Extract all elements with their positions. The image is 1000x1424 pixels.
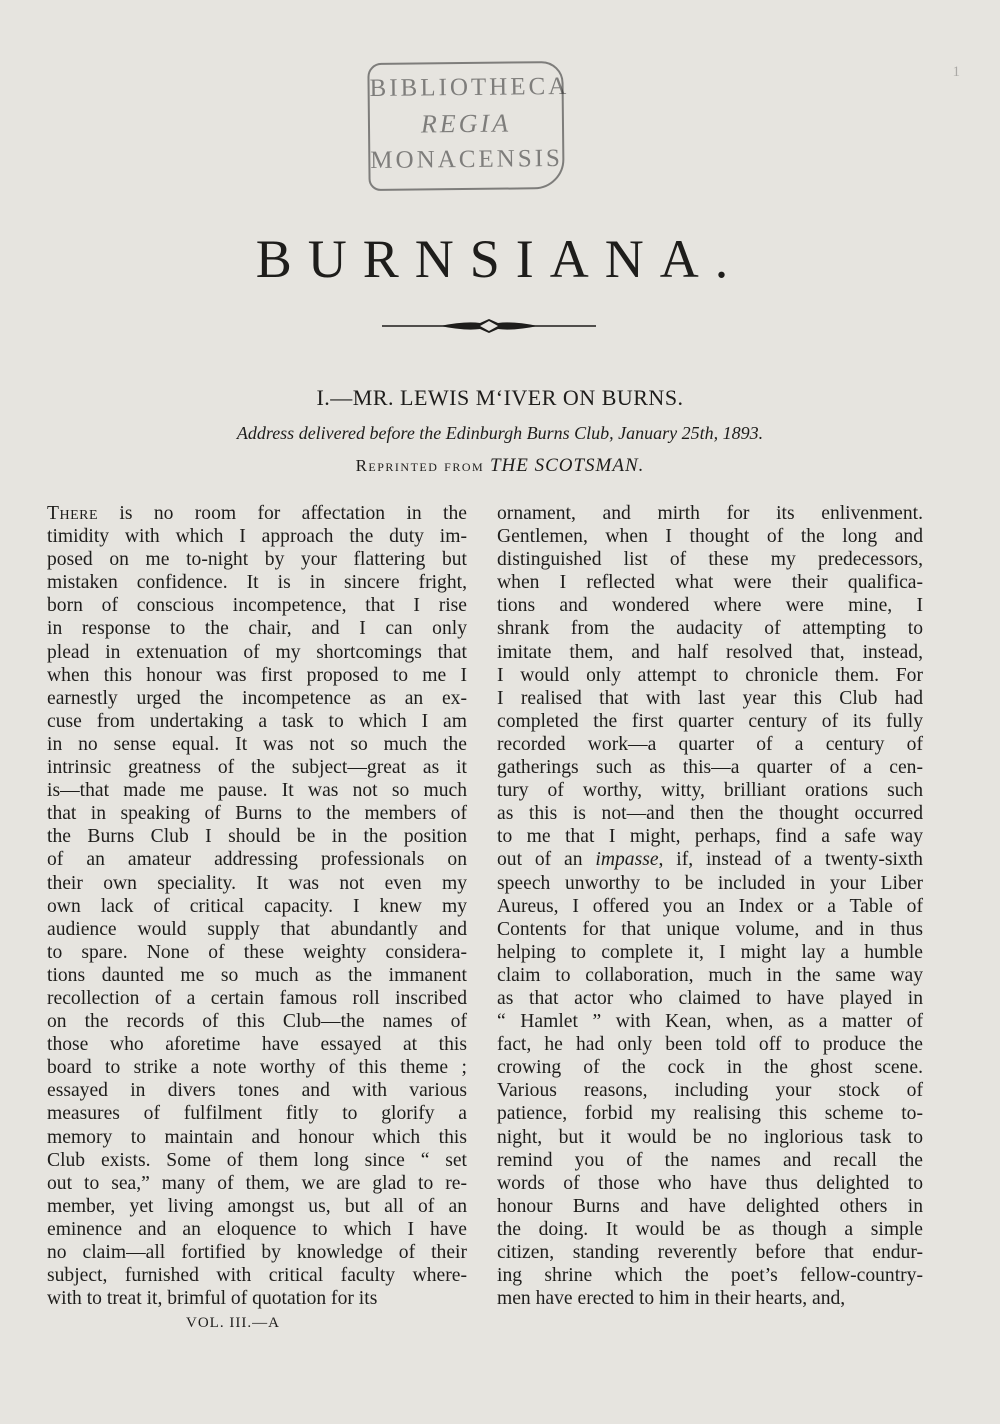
body-line: the Burns Club I should be in the position: [47, 826, 467, 848]
address-line: Address delivered before the Edinburgh Burns Club, January 25th, 1893.: [236, 423, 764, 443]
library-stamp: [367, 61, 570, 191]
body-line: plead in extenuation of my shortcomings that: [47, 641, 467, 663]
body-line: distinguished list of these my predecessors,: [497, 549, 923, 571]
body-line: with to treat it, brimful of quotation for its: [47, 1288, 378, 1310]
body-line: as this is not—and then the thought occurred: [497, 803, 923, 825]
right-column-lines: [497, 502, 923, 1310]
stamp-line-1: BIBLIOTHECA: [369, 72, 570, 103]
left-column: [47, 502, 467, 1310]
opening-word: There: [47, 503, 99, 524]
body-line: in no sense equal. It was not so much the: [47, 733, 467, 755]
body-line: born of conscious incompetence, that I rise: [47, 595, 467, 617]
article-heading: I.—MR. LEWIS M‘IVER ON BURNS.: [316, 385, 684, 410]
body-line: ing shrine which the poet’s fellow-country-: [497, 1265, 923, 1287]
body-line: their own speciality. It was not even my: [47, 872, 467, 894]
body-line: out to sea,” many of them, we are glad to re-: [47, 1172, 467, 1194]
body-line: tions and wondered where were mine, I: [497, 595, 923, 617]
body-line: cuse from undertaking a task to which I am: [47, 710, 467, 732]
right-column: [497, 502, 923, 1310]
left-column-lines: [47, 525, 467, 1310]
body-line: timidity with which I approach the duty im-: [47, 526, 467, 548]
body-line: I realised that with last year this Club had: [497, 687, 923, 709]
page-number: 1: [952, 64, 960, 80]
ornamental-rule: [380, 316, 598, 336]
body-line: earnestly urged the incompetence as an ex-: [47, 687, 467, 709]
body-line: no claim—all fortified by knowledge of their: [47, 1242, 467, 1263]
body-line: men have erected to him in their hearts, and,: [497, 1288, 846, 1310]
body-line: speech unworthy to be included in your Liber: [497, 872, 923, 894]
body-line: gatherings such as this—a quarter of a cen-: [497, 757, 923, 779]
body-line: memory to maintain and honour which this: [47, 1126, 467, 1148]
body-line: fact, he had only been told off to produce the: [497, 1034, 923, 1056]
body-line: measures of fulfilment fitly to glorify a: [47, 1103, 467, 1125]
body-line: as that actor who claimed to have played in: [497, 987, 923, 1009]
body-line: to me that I might, perhaps, find a safe way: [497, 826, 923, 848]
body-line: audience would supply that abundantly and: [47, 918, 467, 940]
body-line: honour Burns and have delighted others in: [497, 1195, 923, 1217]
volume-signature: VOL. III.—A: [186, 1315, 280, 1331]
body-line: Various reasons, including your stock of: [497, 1080, 923, 1102]
body-line: “ Hamlet ” with Kean, when, as a matter of: [497, 1011, 923, 1033]
stamp-line-3: MONACENSIS: [370, 144, 564, 175]
body-line: is—that made me pause. It was not so much: [47, 780, 467, 802]
body-line: remind you of the names and recall the: [497, 1149, 923, 1171]
body-line: posed on me to-night by your flattering but: [47, 549, 467, 571]
body-line: subject, furnished with critical faculty where-: [47, 1265, 467, 1287]
body-line: when I reflected what were their qualifica-: [497, 572, 923, 594]
body-line: recorded work—a quarter of a century of: [497, 733, 923, 755]
body-line: out of an impasse, if, instead of a twenty-sixth: [497, 849, 923, 871]
body-line: citizen, standing reverently before that endur-: [497, 1242, 923, 1263]
body-line: those who aforetime have essayed at this: [47, 1034, 467, 1056]
body-line: mistaken confidence. It is in sincere fright,: [47, 572, 467, 594]
body-line-text: is no room for affectation in the: [119, 503, 467, 524]
page-title: BURNSIANA.: [255, 229, 745, 289]
body-line: crowing of the cock in the ghost scene.: [497, 1057, 923, 1079]
body-line: shrank from the audacity of attempting to: [497, 618, 923, 640]
body-line: own lack of critical capacity. I knew my: [47, 895, 467, 917]
stamp-line-2: REGIA: [420, 108, 512, 139]
body-line: completed the first quarter century of its fully: [497, 710, 923, 732]
body-line: night, but it would be no inglorious task to: [497, 1126, 923, 1148]
body-line: when this honour was first proposed to me I: [47, 664, 467, 686]
body-line: imitate them, and half resolved that, instead,: [497, 641, 923, 663]
body-line: the doing. It would be as though a simple: [497, 1218, 923, 1240]
body-line: Contents for that unique volume, and in thus: [497, 918, 923, 940]
body-line: Gentlemen, when I thought of the long and: [497, 526, 923, 548]
reprinted-prefix: Reprinted from: [355, 456, 485, 475]
body-line: Aureus, I offered you an Index or a Table of: [497, 895, 923, 917]
body-line: on the records of this Club—the names of: [47, 1011, 467, 1033]
body-line: tury of worthy, witty, brilliant orations such: [497, 780, 923, 802]
reprinted-line: [0, 455, 1000, 477]
body-line: [47, 502, 467, 525]
italic-word: impasse: [595, 849, 659, 871]
body-line: intrinsic greatness of the subject—great as it: [47, 757, 467, 779]
body-line: in response to the chair, and I can only: [47, 618, 467, 640]
body-line: essayed in divers tones and with various: [47, 1080, 467, 1102]
body-line: of an amateur addressing professionals on: [47, 849, 467, 871]
body-line: board to strike a note worthy of this theme ;: [47, 1057, 467, 1079]
reprinted-source: THE SCOTSMAN.: [489, 455, 645, 476]
body-line: patience, forbid my realising this scheme to-: [497, 1103, 923, 1125]
body-line: recollection of a certain famous roll inscribed: [47, 987, 467, 1009]
body-line: member, yet living amongst us, but all of an: [47, 1195, 467, 1217]
body-line: that in speaking of Burns to the members of: [47, 803, 467, 825]
body-line: ornament, and mirth for its enlivenment.: [497, 503, 923, 524]
body-line: I would only attempt to chronicle them. For: [497, 664, 923, 686]
body-line: claim to collaboration, much in the same way: [497, 964, 923, 986]
body-line: words of those who have thus delighted to: [497, 1172, 923, 1194]
body-line: eminence and an eloquence to which I have: [47, 1218, 467, 1240]
body-line: helping to complete it, I might lay a humble: [497, 941, 923, 963]
body-line: to spare. None of these weighty considera-: [47, 941, 467, 963]
body-line: Club exists. Some of them long since “ set: [47, 1149, 467, 1171]
body-line: tions daunted me so much as the immanent: [47, 964, 467, 986]
